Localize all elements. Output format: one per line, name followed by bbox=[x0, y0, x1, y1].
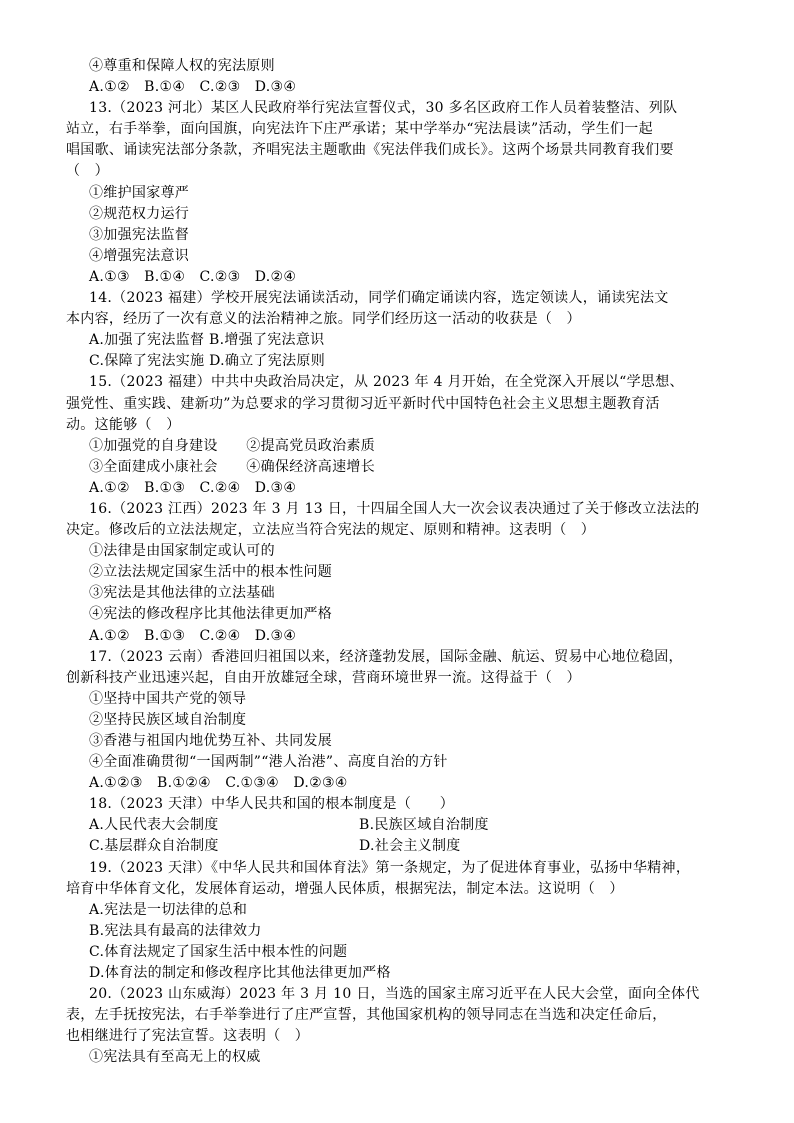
question-stem-line: 本内容，经历了一次有意义的法治精神之旅。同学们经历这一活动的收获是（ ） bbox=[66, 311, 581, 328]
question-stem-line: 16.（2023 江西）2023 年 3 月 13 日，十四届全国人大一次会议表决通过了关于修改立法法的 bbox=[89, 500, 700, 517]
option-line: ②坚持民族区域自治制度 bbox=[89, 711, 247, 728]
question-stem-line: 20.（2023 山东威海）2023 年 3 月 10 日，当选的国家主席习近平在人民大会堂，面向全体代 bbox=[89, 986, 700, 1003]
option-line: ①坚持中国共产党的领导 bbox=[89, 690, 247, 707]
question-17 bbox=[66, 647, 730, 795]
option-line: ①维护国家尊严 bbox=[89, 184, 190, 201]
question-stem-line: 15.（2023 福建）中共中央政治局决定，从 2023 年 4 月开始，在全党深入开展以“学思想、 bbox=[89, 374, 684, 391]
answer-choices: A.①② B.①③ C.②④ D.③④ bbox=[89, 479, 297, 496]
question-stem-line: 也相继进行了宪法宣誓。这表明（ ） bbox=[66, 1028, 310, 1045]
question-stem-line: （ ） bbox=[66, 163, 109, 180]
option-line: ③香港与祖国内地优势互补、共同发展 bbox=[89, 733, 333, 749]
question-20 bbox=[66, 984, 730, 1068]
option-line: C.体育法规定了国家生活中根本性的问题 bbox=[89, 943, 348, 960]
option-c: C.基层群众自治制度 bbox=[89, 838, 219, 855]
option-line: ④增强宪法意识 bbox=[89, 247, 190, 264]
option-line: ④宪法的修改程序比其他法律更加严格 bbox=[89, 606, 333, 623]
option-line: ④尊重和保障人权的宪法原则 bbox=[89, 58, 275, 74]
option-line: ③加强宪法监督 bbox=[89, 226, 190, 243]
answer-choices: A.①②③ B.①②④ C.①③④ D.②③④ bbox=[89, 775, 348, 792]
option-a: A.人民代表大会制度 bbox=[89, 817, 219, 834]
question-18 bbox=[66, 794, 730, 857]
question-stem-line: 18.（2023 天津）中华人民共和国的根本制度是（ ） bbox=[89, 796, 455, 813]
question-19 bbox=[66, 858, 730, 985]
question-stem-line: 强党性、重实践、建新功”为总要求的学习贯彻习近平新时代中国特色社会主义思想主题教育活 bbox=[66, 395, 660, 412]
option-line: D.体育法的制定和修改程序比其他法律更加严格 bbox=[89, 965, 391, 982]
question-13 bbox=[66, 98, 730, 288]
question-stem-line: 站立，右手举拳，面向国旗，向宪法许下庄严承诺；某中学举办“宪法晨读”活动，学生们一起 bbox=[66, 121, 653, 138]
question-stem-line: 17.（2023 云南）香港回归祖国以来，经济蓬勃发展，国际金融、航运、贸易中心地位稳固， bbox=[89, 648, 683, 665]
option-line: A.宪法是一切法律的总和 bbox=[89, 901, 248, 918]
question-stem-line: 表，左手抚按宪法，右手举拳进行了庄严宣誓，其他国家机构的领导同志在当选和决定任命后， bbox=[66, 1007, 667, 1024]
document-page bbox=[66, 56, 730, 1069]
option-b: B.民族区域自治制度 bbox=[359, 817, 489, 834]
question-16 bbox=[66, 499, 730, 647]
answer-choices: A.①③ B.①④ C.②③ D.②④ bbox=[89, 268, 297, 285]
option-line: ②规范权力运行 bbox=[89, 205, 190, 222]
option-line: ③宪法是其他法律的立法基础 bbox=[89, 585, 275, 602]
answer-choices: A.①② B.①③ C.②④ D.③④ bbox=[89, 627, 297, 644]
option-line: ①法律是由国家制定或认可的 bbox=[89, 543, 275, 560]
question-14 bbox=[66, 288, 730, 372]
question-stem-line: 唱国歌、诵读宪法部分条款，齐唱宪法主题歌曲《宪法伴我们成长》。这两个场景共同教育我们要 bbox=[66, 142, 674, 159]
option-line: ①宪法具有至高无上的权威 bbox=[89, 1049, 261, 1066]
answer-choices: A.①② B.①④ C.②③ D.③④ bbox=[89, 79, 297, 96]
option-line: C.保障了宪法实施 D.确立了宪法原则 bbox=[89, 353, 325, 370]
question-stem-line: 决定。修改后的立法法规定，立法应当符合宪法的规定、原则和精神。这表明（ ） bbox=[66, 522, 596, 539]
option-row bbox=[66, 836, 730, 857]
question-stem-line: 13.（2023 河北）某区人民政府举行宪法宣誓仪式，30 多名区政府工作人员着装整洁、列队 bbox=[89, 100, 678, 117]
option-line: ④全面准确贯彻“一国两制”“港人治港”、高度自治的方针 bbox=[89, 754, 448, 771]
question-15 bbox=[66, 372, 730, 499]
question-stem-line: 19.（2023 天津）《中华人民共和国体育法》第一条规定，为了促进体育事业，弘扬中华精神， bbox=[89, 859, 691, 876]
option-line: B.宪法具有最高的法律效力 bbox=[89, 922, 262, 939]
question-stem-line: 14.（2023 福建）学校开展宪法诵读活动，同学们确定诵读内容，选定领读人，诵读宪法文 bbox=[89, 290, 669, 307]
question-stem-line: 动。这能够（ ） bbox=[66, 416, 181, 433]
question-stem-line: 培育中华体育文化，发展体育运动，增强人民体质，根据宪法，制定本法。这说明（ ） bbox=[66, 880, 624, 897]
option-line: A.加强了宪法监督 B.增强了宪法意识 bbox=[89, 332, 325, 349]
option-line: ①加强党的自身建设 ②提高党员政治素质 bbox=[89, 437, 375, 454]
option-line: ②立法法规定国家生活中的根本性问题 bbox=[89, 564, 333, 581]
question-stem-line: 创新科技产业迅速兴起，自由开放雄冠全球，营商环境世界一流。这得益于（ ） bbox=[66, 669, 581, 686]
option-line: ③全面建成小康社会 ④确保经济高速增长 bbox=[89, 458, 375, 475]
option-row bbox=[66, 815, 730, 836]
option-d: D.社会主义制度 bbox=[359, 838, 461, 855]
